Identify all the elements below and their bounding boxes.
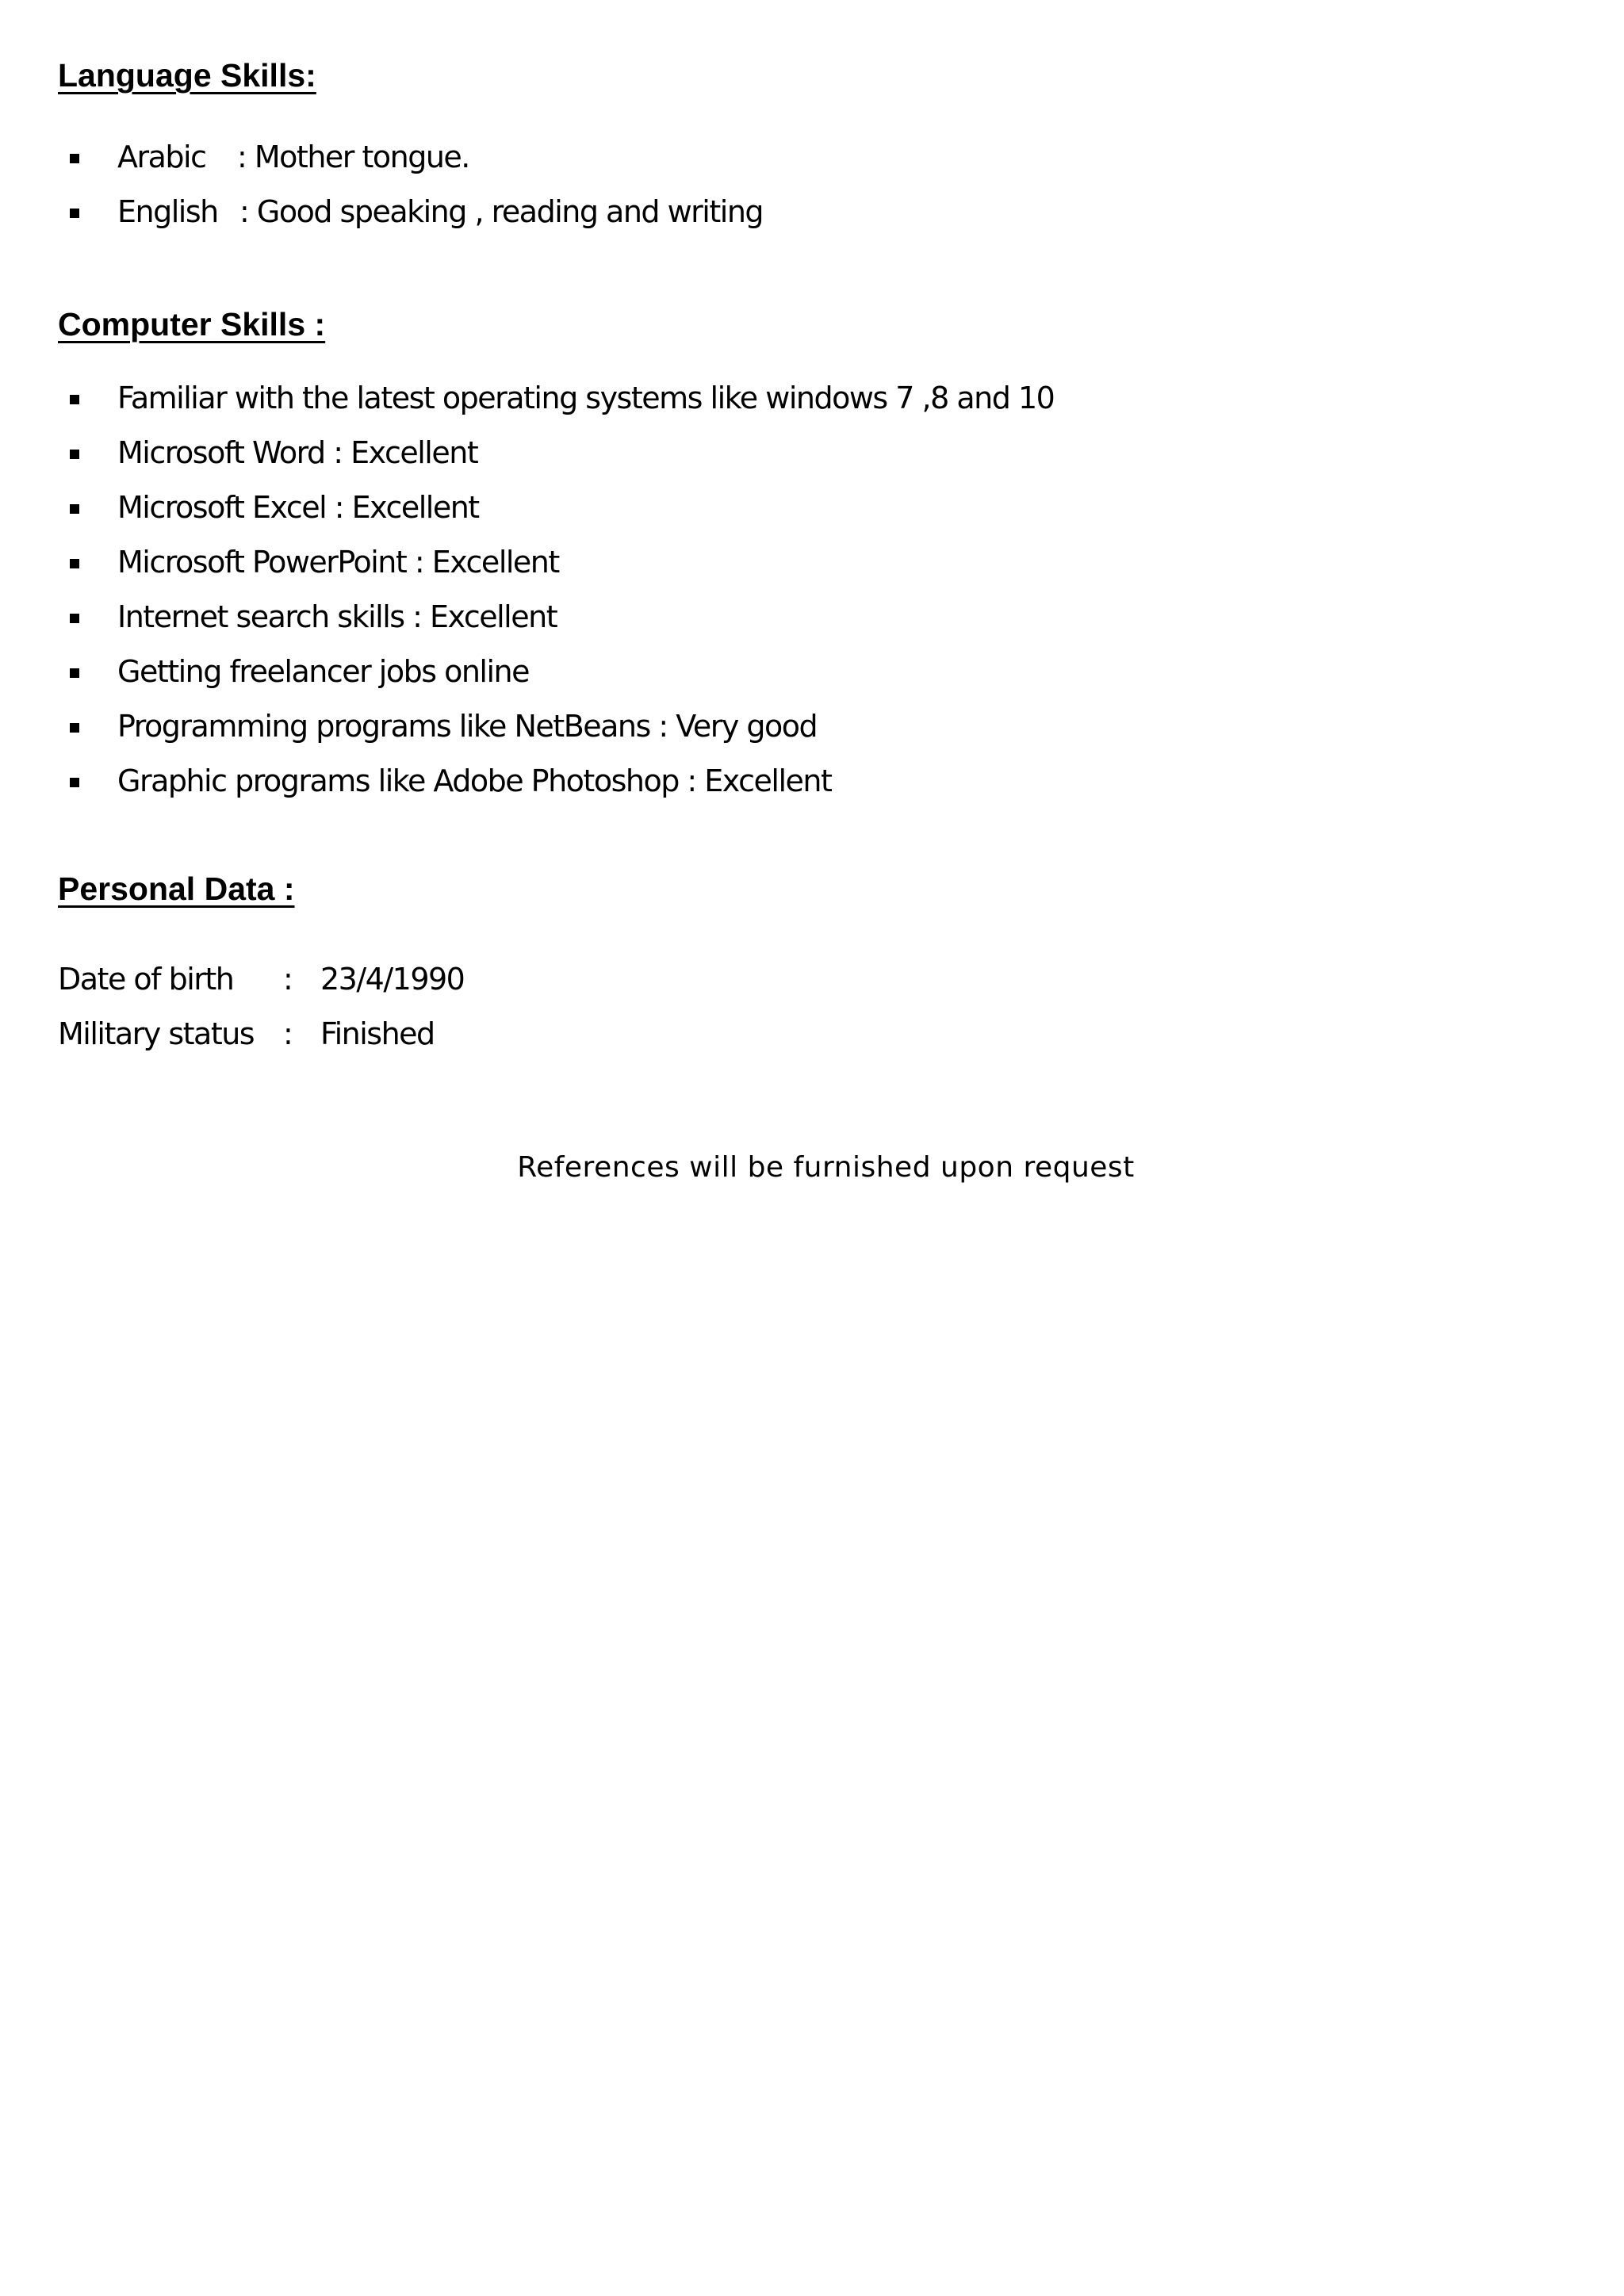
language-skills-heading: Language Skills:: [58, 57, 316, 94]
references-note: References will be furnished upon request: [517, 1151, 1135, 1184]
square-bullet-icon: [70, 668, 79, 678]
skill-text: Getting freelancer jobs online: [117, 654, 530, 689]
square-bullet-icon: [70, 723, 79, 733]
computer-skills-heading: Computer Skills :: [58, 306, 326, 342]
skill-text: Internet search skills : Excellent: [117, 599, 557, 634]
language-level: : Mother tongue.: [237, 140, 469, 174]
skill-text: Programming programs like NetBeans : Very good: [117, 709, 818, 744]
field-label: Date of birth: [58, 962, 234, 997]
field-value: Finished: [320, 1016, 435, 1051]
language-name: Arabic: [117, 140, 206, 174]
field-separator: :: [283, 962, 293, 997]
square-bullet-icon: [70, 504, 79, 514]
square-bullet-icon: [70, 209, 79, 218]
square-bullet-icon: [70, 778, 79, 787]
square-bullet-icon: [70, 154, 79, 163]
square-bullet-icon: [70, 614, 79, 623]
square-bullet-icon: [70, 559, 79, 568]
field-value: 23/4/1990: [320, 962, 465, 997]
square-bullet-icon: [70, 395, 79, 404]
language-level: : Good speaking , reading and writing: [239, 194, 764, 229]
skill-text: Microsoft PowerPoint : Excellent: [117, 545, 559, 580]
personal-data-heading: Personal Data :: [58, 871, 295, 907]
skill-text: Graphic programs like Adobe Photoshop : Excellent: [117, 763, 832, 798]
language-name: English: [117, 194, 218, 229]
square-bullet-icon: [70, 450, 79, 459]
field-label: Military status: [58, 1016, 255, 1051]
skill-text: Familiar with the latest operating systems like windows 7 ,8 and 10: [117, 381, 1055, 415]
skill-text: Microsoft Word : Excellent: [117, 435, 478, 470]
field-separator: :: [283, 1016, 293, 1051]
skill-text: Microsoft Excel : Excellent: [117, 490, 479, 525]
